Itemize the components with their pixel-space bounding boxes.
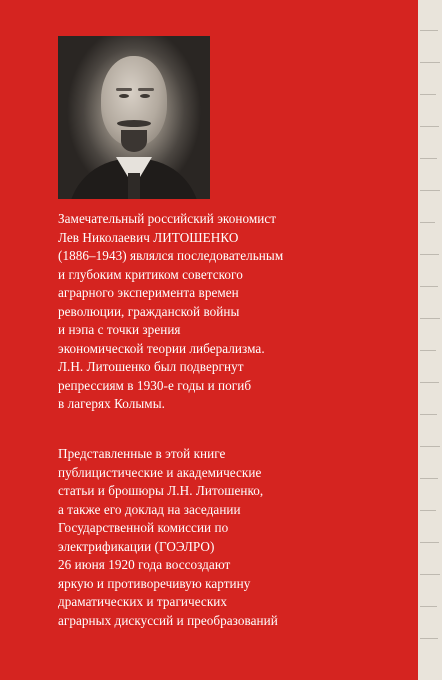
author-portrait-photo <box>58 36 210 199</box>
ink-stroke <box>420 318 440 319</box>
ink-stroke <box>420 510 436 511</box>
ink-stroke <box>420 478 438 479</box>
text-line: Замечательный российский экономист <box>58 211 277 226</box>
text-line: (1886–1943) являлся последовательным <box>58 248 284 263</box>
portrait-brow-left <box>116 88 132 91</box>
ink-stroke <box>420 254 439 255</box>
text-line: а также его доклад на заседании <box>58 501 241 517</box>
text-line: экономической теории либерализма. <box>58 340 265 356</box>
ink-stroke <box>420 286 438 287</box>
portrait-eye-left <box>119 94 129 98</box>
text-line: публицистические и академические <box>58 464 262 480</box>
ink-stroke <box>420 222 435 223</box>
ink-stroke <box>420 638 438 639</box>
portrait-beard <box>121 130 147 152</box>
text-line: электрификации (ГОЭЛРО) <box>58 538 215 554</box>
text-line: революции, гражданской войны <box>58 303 240 319</box>
portrait-brow-right <box>138 88 154 91</box>
text-line: в лагерях Колымы. <box>58 396 165 411</box>
text-line: аграрного эксперимента времен <box>58 285 239 300</box>
text-line: Государственной комиссии по <box>58 520 229 535</box>
ink-stroke <box>420 158 437 159</box>
ink-stroke <box>420 446 440 447</box>
ink-stroke <box>420 414 437 415</box>
text-line: Лев Николаевич ЛИТОШЕНКО <box>58 229 239 245</box>
ink-stroke <box>420 190 440 191</box>
biography-paragraph <box>58 210 283 414</box>
ink-stroke <box>420 62 440 63</box>
ink-stroke <box>420 126 439 127</box>
text-line: драматических и трагических <box>58 594 228 609</box>
ink-stroke <box>420 382 439 383</box>
text-line: репрессиям в 1930-е годы и погиб <box>58 377 252 393</box>
text-line: Л.Н. Литошенко был подвергнут <box>58 359 244 374</box>
ink-stroke <box>420 30 438 31</box>
text-line: 26 июня 1920 года воссоздают <box>58 557 231 572</box>
portrait-eye-right <box>140 94 150 98</box>
ink-stroke <box>420 94 436 95</box>
text-line: статьи и брошюры Л.Н. Литошенко, <box>58 483 264 498</box>
handwritten-paper-strip <box>418 0 442 680</box>
ink-stroke <box>420 606 437 607</box>
text-line: яркую и противоречивую картину <box>58 575 251 591</box>
text-line: и нэпа с точки зрения <box>58 322 181 337</box>
text-line: и глубоким критиком советского <box>58 266 243 282</box>
text-line: аграрных дискуссий и преобразований <box>58 612 278 628</box>
book-description-paragraph <box>58 445 278 630</box>
ink-stroke <box>420 350 436 351</box>
text-line: Представленные в этой книге <box>58 446 226 461</box>
portrait-tie <box>128 173 140 199</box>
portrait-moustache <box>117 120 151 127</box>
ink-stroke <box>420 542 439 543</box>
ink-stroke <box>420 574 440 575</box>
